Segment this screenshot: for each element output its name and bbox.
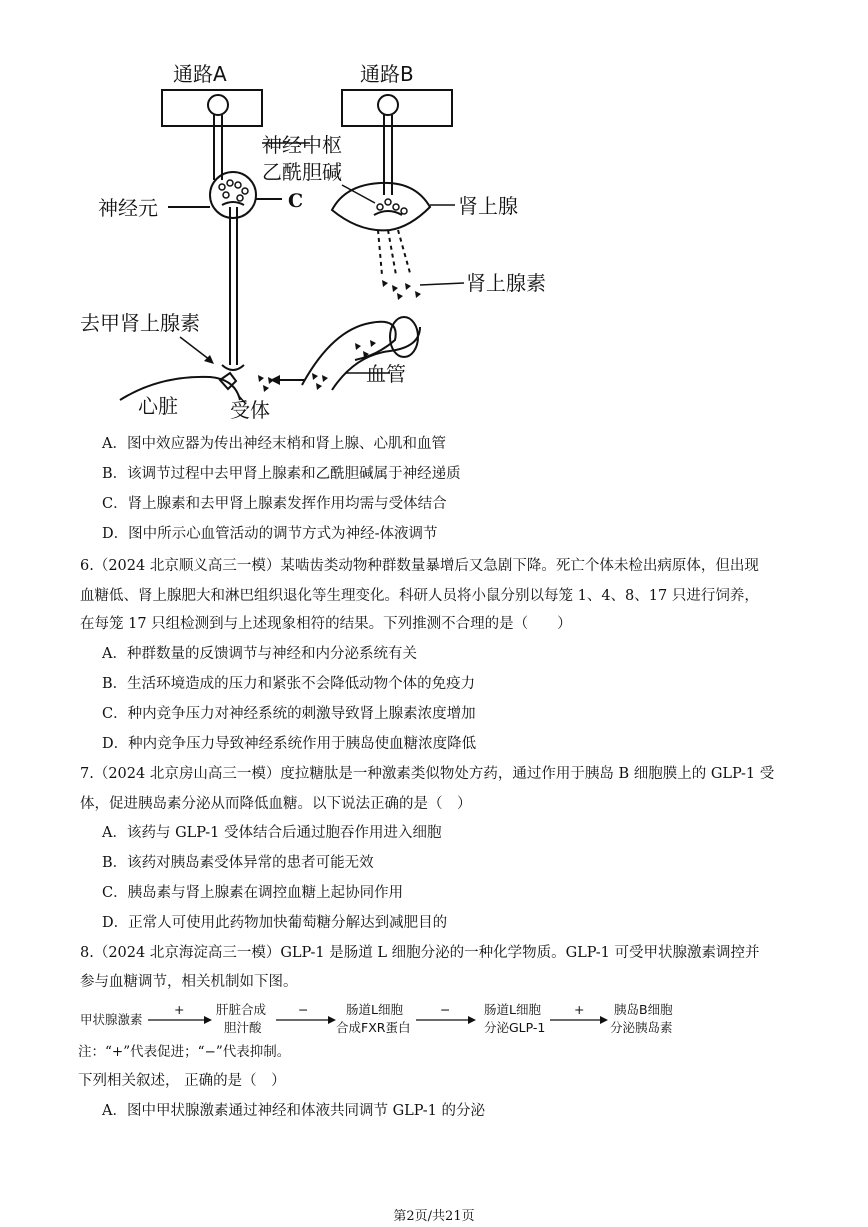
flow-sign-3: − <box>440 1002 451 1017</box>
q8-option-a: A．图中甲状腺激素通过神经和体液共同调节 GLP-1 的分泌 <box>102 1103 485 1119</box>
flow-node-thyroid: 甲状腺激素 <box>80 1012 143 1027</box>
c-label: C <box>288 190 304 212</box>
path-a-box <box>162 90 262 126</box>
q6-option-d: D．种内竞争压力导致神经系统作用于胰岛使血糖浓度降低 <box>102 736 477 752</box>
center-label: 神经中枢 <box>262 133 342 157</box>
q8-stem-1: 8.（2024 北京海淀高三一模）GLP-1 是肠道 L 细胞分泌的一种化学物质。GLP-1 可受甲状腺激素调控并 <box>80 945 760 961</box>
flow-node-glp1-2: 分泌GLP-1 <box>484 1020 546 1035</box>
flow-node-liver-2: 胆汁酸 <box>224 1020 262 1035</box>
q7-option-d: D．正常人可使用此药物加快葡萄糖分解达到减肥目的 <box>102 915 448 931</box>
q5-option-b: B．该调节过程中去甲肾上腺素和乙酰胆碱属于神经递质 <box>102 466 461 482</box>
q6-stem-1: 6.（2024 北京顺义高三一模）某啮齿类动物种群数量暴增后又急剧下降。死亡个体未检出病原体，但出现 <box>80 558 759 574</box>
flow-node-liver-1: 肝脏合成 <box>216 1002 267 1017</box>
q8-question: 下列相关叙述， 正确的是（ ） <box>78 1073 286 1089</box>
ach-label: 乙酰胆碱 <box>262 160 342 184</box>
adrenal-label: 肾上腺 <box>458 194 518 218</box>
q5-option-a: A．图中效应器为传出神经末梢和肾上腺、心肌和血管 <box>102 436 446 452</box>
flow-node-lcell-2: 合成FXR蛋白 <box>336 1020 411 1035</box>
q6-option-b: B．生活环境造成的压力和紧张不会降低动物个体的免疫力 <box>102 676 476 692</box>
q6-stem-2: 血糖低、肾上腺肥大和淋巴组织退化等生理变化。科研人员将小鼠分别以每笼 1、4、8、17 只进行饲养， <box>80 588 759 604</box>
flow-node-glp1-1: 肠道L细胞 <box>484 1002 541 1017</box>
vessel-label: 血管 <box>366 362 406 386</box>
neuron-label: 神经元 <box>98 196 158 220</box>
flow-node-beta-2: 分泌胰岛素 <box>610 1020 673 1035</box>
epinephrine-label: 肾上腺素 <box>466 271 546 295</box>
neural-humoral-diagram <box>70 55 590 425</box>
q6-option-a: A．种群数量的反馈调节与神经和内分泌系统有关 <box>102 646 417 662</box>
diagram-svg <box>70 55 590 425</box>
flow-node-beta-1: 胰岛B细胞 <box>614 1002 673 1017</box>
q7-option-a: A．该药与 GLP-1 受体结合后通过胞吞作用进入细胞 <box>102 825 442 841</box>
flow-sign-4: + <box>574 1002 585 1017</box>
adrenal-gland <box>332 183 430 230</box>
q7-option-b: B．该药对胰岛素受体异常的患者可能无效 <box>102 855 374 871</box>
synapse-c <box>210 172 256 218</box>
receptor-label: 受体 <box>230 398 270 422</box>
q7-stem-1: 7.（2024 北京房山高三一模）度拉糖肽是一种激素类似物处方药，通过作用于胰岛 B 细胞膜上的 GLP-1 受 <box>80 766 775 782</box>
q6-stem-3: 在每笼 17 只组检测到与上述现象相符的结果。下列推测不合理的是（ ） <box>80 616 572 632</box>
flow-node-lcell-1: 肠道L细胞 <box>346 1002 403 1017</box>
heart-label: 心脏 <box>138 394 178 418</box>
q8-stem-2: 参与血糖调节，相关机制如下图。 <box>80 974 298 990</box>
q5-option-d: D．图中所示心血管活动的调节方式为神经-体液调节 <box>102 526 438 542</box>
q5-option-c: C．肾上腺素和去甲肾上腺素发挥作用均需与受体结合 <box>102 496 447 512</box>
q7-stem-2: 体，促进胰岛素分泌从而降低血糖。以下说法正确的是（ ） <box>80 796 472 812</box>
page-footer: 第2页/共21页 <box>393 1209 475 1224</box>
flow-sign-1: + <box>174 1002 185 1017</box>
path-b-label: 通路B <box>360 62 414 86</box>
flow-note: 注：“+”代表促进；“−”代表抑制。 <box>78 1044 291 1060</box>
path-a-label: 通路A <box>173 62 227 86</box>
flow-sign-2: − <box>298 1002 309 1017</box>
q6-option-c: C．种内竞争压力对神经系统的刺激导致肾上腺素浓度增加 <box>102 706 476 722</box>
glp1-flow-diagram <box>78 1000 718 1040</box>
norepinephrine-label: 去甲肾上腺素 <box>80 311 200 335</box>
q7-option-c: C．胰岛素与肾上腺素在调控血糖上起协同作用 <box>102 885 404 901</box>
